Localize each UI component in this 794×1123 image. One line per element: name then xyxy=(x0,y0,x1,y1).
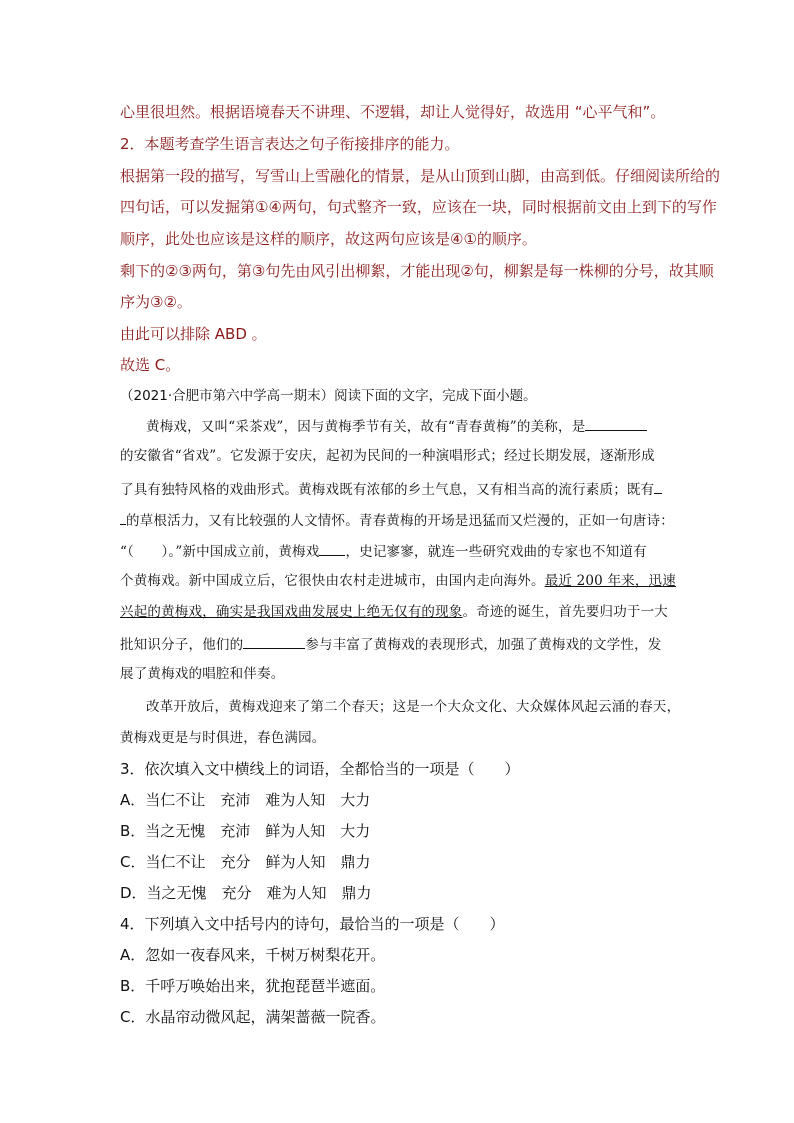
passage-line xyxy=(120,603,668,621)
question-3-option-c: C．当仁不让 充分 鲜为人知 鼎力 xyxy=(120,853,371,871)
fill-blank xyxy=(243,634,305,649)
underlined-sentence: 兴起的黄梅戏，确实是我国戏曲发展史上绝无仅有的现象 xyxy=(120,604,463,620)
underlined-sentence: 最近 200 年来，迅速 xyxy=(544,573,676,589)
passage-line xyxy=(120,541,647,561)
question-4-option-c: C．水晶帘动微风起，满架蔷薇一院香。 xyxy=(120,1008,386,1026)
answer-line-9: 故选 C。 xyxy=(120,356,181,374)
question-4-stem: 4．下列填入文中括号内的诗句，最恰当的一项是（ ） xyxy=(120,915,505,933)
passage-text: 了具有独特风格的戏曲形式。黄梅戏既有浓郁的乡土气息，又有相当高的流行素质；既有 xyxy=(120,482,655,498)
answer-line-4: 四句话，可以发掘第①④两句，句式整齐一致，应该在一块，同时根据前文由上到下的写作 xyxy=(120,198,717,216)
answer-line-6: 剩下的②③两句，第③句先由风引出柳絮，才能出现②句，柳絮是每一株柳的分号，故其顺 xyxy=(120,262,714,280)
source-line: （2021·合肥市第六中学高一期末）阅读下面的文字，完成下面小题。 xyxy=(120,388,537,404)
fill-blank xyxy=(585,416,647,431)
passage-line xyxy=(120,634,662,654)
answer-line-5: 顺序，此处也应该是这样的顺序，故这两句应该是④①的顺序。 xyxy=(120,230,537,248)
answer-line-7: 序为③②。 xyxy=(120,293,192,311)
passage-line xyxy=(120,572,676,590)
question-3-option-a: A．当仁不让 充沛 难为人知 大力 xyxy=(120,791,371,809)
passage-line: 的安徽省“省戏”。它发源于安庆，起初为民间的一种演唱形式；经过长期发展，逐渐形成 xyxy=(120,448,655,464)
passage-text: ，史记寥寥，就连一些研究戏曲的专家也不知道有 xyxy=(345,544,647,560)
passage-text: 的草根活力，又有比较强的人文情怀。青春黄梅的开场是迅猛而又烂漫的，正如一句唐诗： xyxy=(126,513,674,529)
question-3-option-d: D．当之无愧 充分 难为人知 鼎力 xyxy=(120,884,372,902)
passage-line xyxy=(120,510,674,530)
passage-text: 参与丰富了黄梅戏的表现形式，加强了黄梅戏的文学性，发 xyxy=(305,637,662,653)
passage-text: 。奇迹的诞生，首先要归功于一大 xyxy=(462,604,668,620)
passage-line xyxy=(120,479,662,499)
answer-line-8: 由此可以排除 ABD 。 xyxy=(120,325,267,343)
passage-line: 黄梅戏更是与时俱进，春色满园。 xyxy=(120,730,326,746)
fill-blank xyxy=(319,541,345,556)
passage-text: “（ ）。”新中国成立前，黄梅戏 xyxy=(120,544,320,560)
answer-line-2: 2．本题考查学生语言表达之句子衔接排序的能力。 xyxy=(120,135,460,153)
fill-blank xyxy=(654,479,662,494)
passage-line xyxy=(146,416,647,436)
passage-line: 展了黄梅戏的唱腔和伴奏。 xyxy=(120,666,285,682)
answer-line-1: 心里很坦然。根据语境春天不讲理、不逻辑，却让人觉得好，故选用 “心平气和”。 xyxy=(120,103,666,121)
question-4-option-b: B．千呼万唤始出来，犹抱琵琶半遮面。 xyxy=(120,977,386,995)
question-3-stem: 3．依次填入文中横线上的词语，全都恰当的一项是（ ） xyxy=(120,760,520,778)
passage-text: 个黄梅戏。新中国成立后，它很快由农村走进城市，由国内走向海外。 xyxy=(120,573,545,589)
question-3-option-b: B．当之无愧 充沛 鲜为人知 大力 xyxy=(120,822,371,840)
passage-text: 黄梅戏，又叫“采茶戏”，因与黄梅季节有关，故有“青春黄梅”的美称，是 xyxy=(146,419,586,435)
answer-line-3: 根据第一段的描写，写雪山上雪融化的情景，是从山顶到山脚，由高到低。仔细阅读所给的 xyxy=(120,167,721,185)
question-4-option-a: A．忽如一夜春风来，千树万树梨花开。 xyxy=(120,946,386,964)
passage-text: 批知识分子，他们的 xyxy=(120,637,244,653)
passage-line: 改革开放后，黄梅戏迎来了第二个春天；这是一个大众文化、大众媒体风起云涌的春天， xyxy=(146,699,681,715)
